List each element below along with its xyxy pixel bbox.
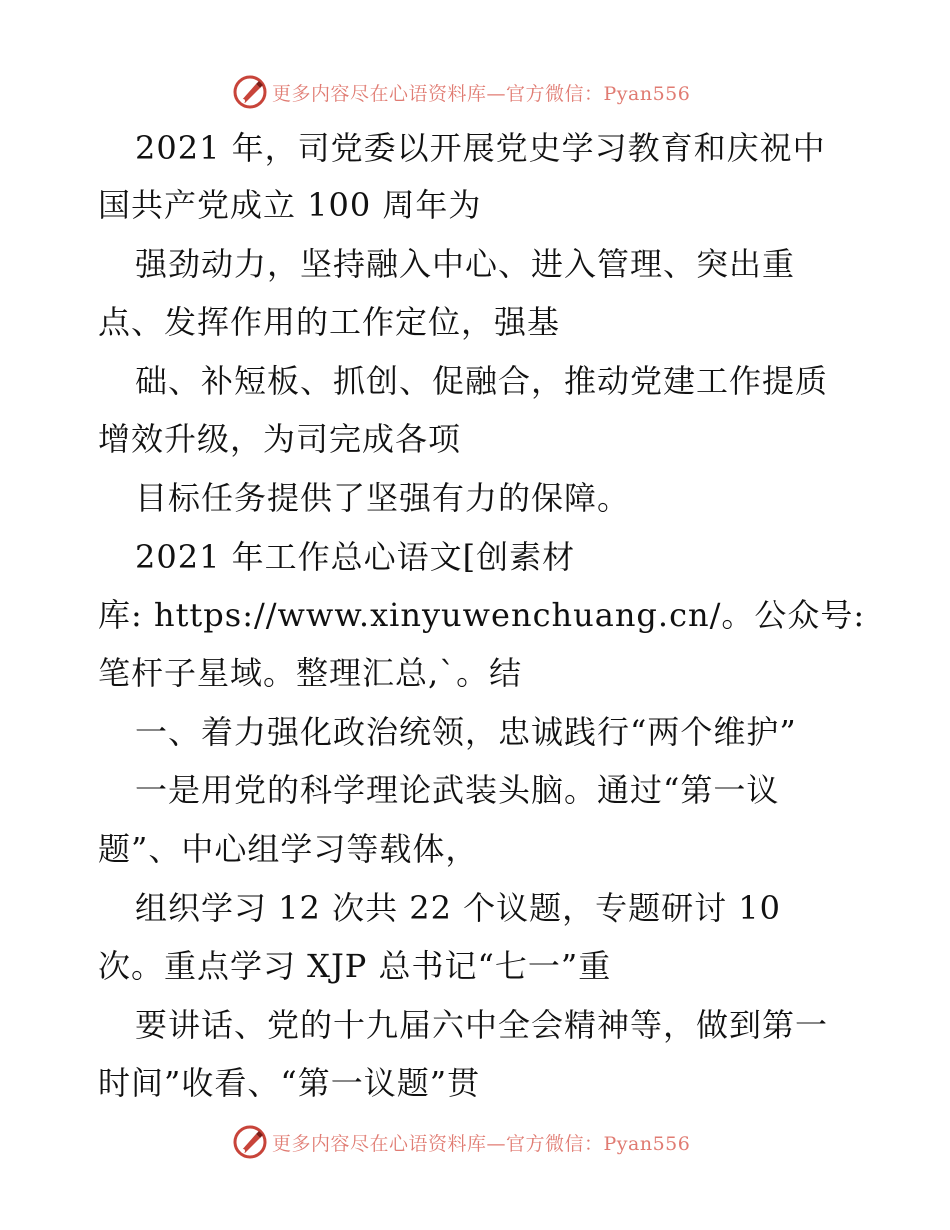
banner-text: 更多内容尽在心语资料库—官方微信：Pyan556: [272, 82, 691, 105]
body-line: 时间”收看、“第一议题”贯: [98, 1064, 481, 1102]
body-line: 点、发挥作用的工作定位，强基: [98, 303, 561, 341]
footer-banner[interactable]: [232, 1122, 690, 1162]
body-line: 强劲动力，坚持融入中心、进入管理、突出重: [135, 245, 796, 283]
body-line: 目标任务提供了坚强有力的保障。: [135, 479, 631, 517]
body-line: 库: https://www.xinyuwenchuang.cn/。公众号:: [98, 596, 866, 634]
banner-text: 更多内容尽在心语资料库—官方微信：Pyan556: [272, 1132, 691, 1155]
body-line: 增效升级，为司完成各项: [98, 420, 462, 458]
body-line: 要讲话、党的十九届六中全会精神等，做到第一: [135, 1006, 829, 1044]
body-line: 一是用党的科学理论武装头脑。通过“第一议: [135, 771, 780, 809]
body-line: 笔杆子星域。整理汇总,`。结: [98, 654, 523, 692]
header-banner[interactable]: [232, 72, 690, 112]
body-line: 2021 年工作总心语文[创素材: [135, 538, 576, 576]
body-line: 一、着力强化政治统领，忠诚践行“两个维护”: [135, 713, 797, 751]
body-line: 组织学习 12 次共 22 个议题，专题研讨 10: [135, 889, 782, 927]
body-line: 题”、中心组学习等载体，: [98, 830, 479, 868]
body-line: 础、补短板、抓创、促融合，推动党建工作提质: [135, 362, 829, 400]
body-line: 2021 年，司党委以开展党史学习教育和庆祝中: [135, 129, 826, 167]
pen-logo-icon: [232, 1124, 268, 1160]
body-line: 次。重点学习 XJP 总书记“七一”重: [98, 947, 612, 985]
body-line: 国共产党成立 100 周年为: [98, 186, 482, 224]
pen-logo-icon: [232, 74, 268, 110]
